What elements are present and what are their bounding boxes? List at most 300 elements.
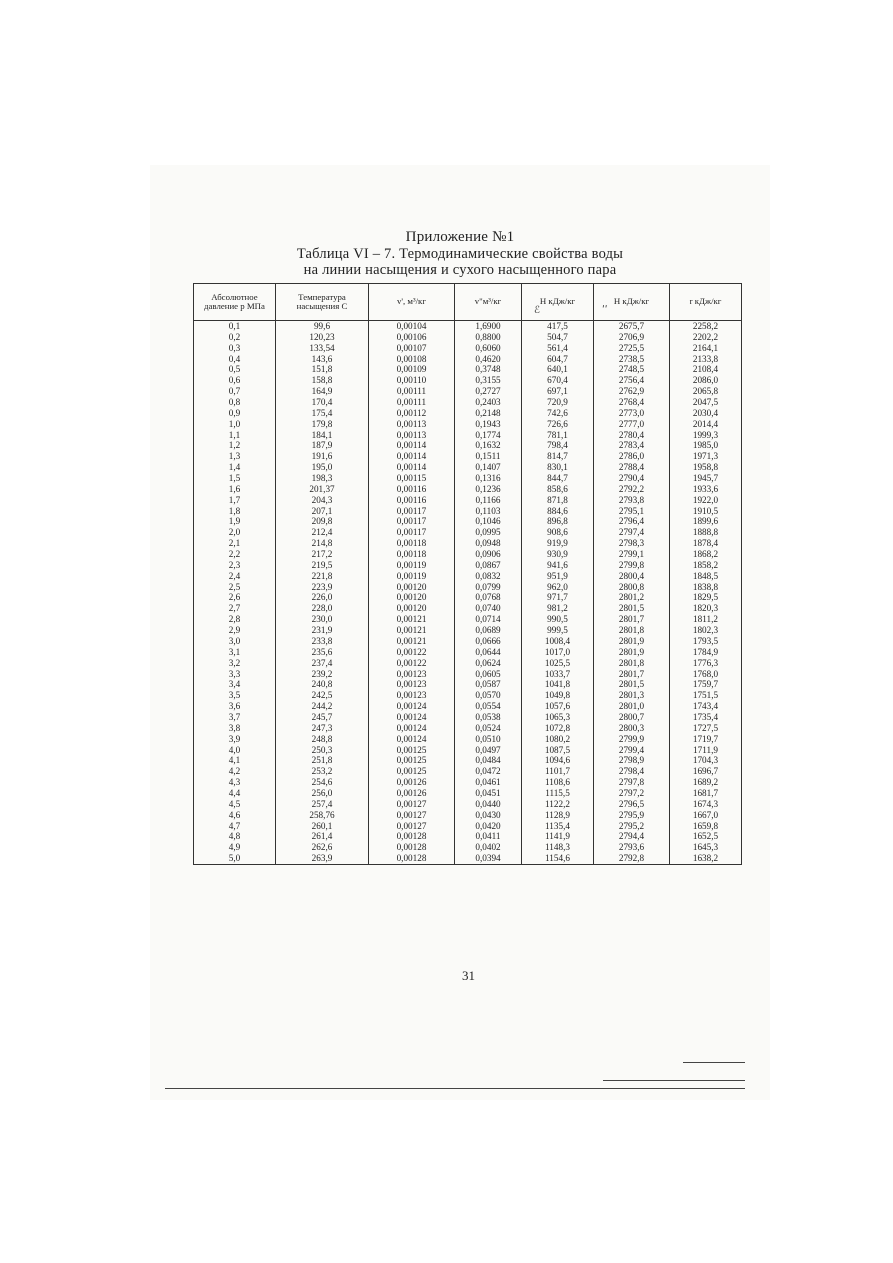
cell-pressure: 0,2 xyxy=(194,332,276,343)
cell-h-vapor: 2799,4 xyxy=(594,745,670,756)
table-row xyxy=(194,419,742,430)
cell-h-vapor: 2799,1 xyxy=(594,549,670,560)
cell-v-liquid: 0,00120 xyxy=(369,592,455,603)
cell-temperature: 261,4 xyxy=(276,831,369,842)
cell-h-vapor: 2788,4 xyxy=(594,462,670,473)
cell-v-vapor: 1,6900 xyxy=(455,321,522,332)
cell-v-vapor: 0,2148 xyxy=(455,408,522,419)
table-row xyxy=(194,506,742,517)
cell-h-liquid: 1108,6 xyxy=(522,777,594,788)
cell-h-liquid: 1065,3 xyxy=(522,712,594,723)
table-row xyxy=(194,343,742,354)
cell-r: 2030,4 xyxy=(670,408,742,419)
col-header-h-liquid: H кДж/кг xyxy=(522,284,594,321)
cell-temperature: 184,1 xyxy=(276,430,369,441)
table-row xyxy=(194,853,742,864)
cell-h-liquid: 1025,5 xyxy=(522,658,594,669)
cell-r: 1838,8 xyxy=(670,582,742,593)
cell-h-liquid: 971,7 xyxy=(522,592,594,603)
cell-r: 1784,9 xyxy=(670,647,742,658)
cell-pressure: 1,3 xyxy=(194,451,276,462)
cell-temperature: 212,4 xyxy=(276,527,369,538)
cell-h-vapor: 2790,4 xyxy=(594,473,670,484)
cell-pressure: 0,3 xyxy=(194,343,276,354)
cell-h-liquid: 1122,2 xyxy=(522,799,594,810)
cell-h-vapor: 2725,5 xyxy=(594,343,670,354)
cell-v-liquid: 0,00117 xyxy=(369,516,455,527)
cell-h-vapor: 2801,8 xyxy=(594,658,670,669)
cell-h-vapor: 2800,8 xyxy=(594,582,670,593)
cell-v-vapor: 0,0461 xyxy=(455,777,522,788)
table-row xyxy=(194,332,742,343)
cell-h-liquid: 896,8 xyxy=(522,516,594,527)
table-row xyxy=(194,582,742,593)
cell-h-vapor: 2795,9 xyxy=(594,810,670,821)
cell-r: 1743,4 xyxy=(670,701,742,712)
cell-v-vapor: 0,0484 xyxy=(455,755,522,766)
cell-v-vapor: 0,0402 xyxy=(455,842,522,853)
cell-r: 2014,4 xyxy=(670,419,742,430)
cell-v-vapor: 0,1166 xyxy=(455,495,522,506)
cell-temperature: 262,6 xyxy=(276,842,369,853)
cell-r: 1910,5 xyxy=(670,506,742,517)
cell-h-liquid: 1087,5 xyxy=(522,745,594,756)
cell-pressure: 2,9 xyxy=(194,625,276,636)
cell-h-liquid: 814,7 xyxy=(522,451,594,462)
cell-h-vapor: 2797,2 xyxy=(594,788,670,799)
cell-v-liquid: 0,00118 xyxy=(369,549,455,560)
cell-h-vapor: 2793,6 xyxy=(594,842,670,853)
cell-v-vapor: 0,0906 xyxy=(455,549,522,560)
cell-h-vapor: 2780,4 xyxy=(594,430,670,441)
cell-v-vapor: 0,0689 xyxy=(455,625,522,636)
cell-h-liquid: 1115,5 xyxy=(522,788,594,799)
cell-v-liquid: 0,00115 xyxy=(369,473,455,484)
cell-temperature: 257,4 xyxy=(276,799,369,810)
cell-h-liquid: 697,1 xyxy=(522,386,594,397)
cell-pressure: 0,1 xyxy=(194,321,276,332)
cell-v-liquid: 0,00117 xyxy=(369,527,455,538)
cell-h-vapor: 2797,8 xyxy=(594,777,670,788)
cell-v-vapor: 0,0524 xyxy=(455,723,522,734)
cell-r: 1899,6 xyxy=(670,516,742,527)
cell-v-liquid: 0,00107 xyxy=(369,343,455,354)
cell-r: 1751,5 xyxy=(670,690,742,701)
cell-h-vapor: 2773,0 xyxy=(594,408,670,419)
cell-h-liquid: 830,1 xyxy=(522,462,594,473)
cell-pressure: 0,6 xyxy=(194,375,276,386)
cell-h-liquid: 726,6 xyxy=(522,419,594,430)
cell-v-liquid: 0,00125 xyxy=(369,766,455,777)
cell-v-liquid: 0,00127 xyxy=(369,810,455,821)
cell-pressure: 1,9 xyxy=(194,516,276,527)
cell-h-vapor: 2756,4 xyxy=(594,375,670,386)
cell-r: 2108,4 xyxy=(670,364,742,375)
cell-r: 1667,0 xyxy=(670,810,742,821)
cell-r: 1848,5 xyxy=(670,571,742,582)
cell-h-vapor: 2801,9 xyxy=(594,636,670,647)
cell-h-vapor: 2796,5 xyxy=(594,799,670,810)
table-title: Таблица VI – 7. Термодинамические свойства воды xyxy=(296,245,624,262)
cell-pressure: 2,3 xyxy=(194,560,276,571)
cell-pressure: 1,4 xyxy=(194,462,276,473)
handwritten-mark-icon: ℰ xyxy=(534,305,541,316)
cell-pressure: 3,9 xyxy=(194,734,276,745)
cell-h-liquid: 1135,4 xyxy=(522,821,594,832)
cell-pressure: 4,7 xyxy=(194,821,276,832)
thermo-table xyxy=(193,283,742,865)
cell-h-liquid: 1154,6 xyxy=(522,853,594,864)
cell-pressure: 2,5 xyxy=(194,582,276,593)
cell-pressure: 1,5 xyxy=(194,473,276,484)
cell-h-liquid: 417,5 xyxy=(522,321,594,332)
cell-v-liquid: 0,00119 xyxy=(369,571,455,582)
cell-h-liquid: 941,6 xyxy=(522,560,594,571)
cell-r: 1971,3 xyxy=(670,451,742,462)
cell-h-liquid: 1128,9 xyxy=(522,810,594,821)
cell-temperature: 247,3 xyxy=(276,723,369,734)
table-row xyxy=(194,473,742,484)
table-row xyxy=(194,495,742,506)
cell-v-liquid: 0,00124 xyxy=(369,701,455,712)
page-number: 31 xyxy=(462,968,475,983)
cell-h-liquid: 798,4 xyxy=(522,440,594,451)
table-row xyxy=(194,636,742,647)
cell-r: 1776,3 xyxy=(670,658,742,669)
cell-v-liquid: 0,00114 xyxy=(369,462,455,473)
cell-temperature: 226,0 xyxy=(276,592,369,603)
cell-pressure: 3,3 xyxy=(194,669,276,680)
cell-pressure: 1,6 xyxy=(194,484,276,495)
cell-r: 1759,7 xyxy=(670,679,742,690)
cell-v-liquid: 0,00122 xyxy=(369,658,455,669)
cell-v-liquid: 0,00126 xyxy=(369,788,455,799)
cell-v-liquid: 0,00110 xyxy=(369,375,455,386)
table-row xyxy=(194,690,742,701)
cell-h-vapor: 2801,3 xyxy=(594,690,670,701)
cell-v-vapor: 0,8800 xyxy=(455,332,522,343)
cell-v-liquid: 0,00113 xyxy=(369,430,455,441)
table-row xyxy=(194,669,742,680)
cell-r: 1958,8 xyxy=(670,462,742,473)
cell-temperature: 254,6 xyxy=(276,777,369,788)
cell-h-vapor: 2801,5 xyxy=(594,603,670,614)
cell-v-liquid: 0,00111 xyxy=(369,386,455,397)
cell-v-liquid: 0,00109 xyxy=(369,364,455,375)
cell-pressure: 1,2 xyxy=(194,440,276,451)
cell-r: 1719,7 xyxy=(670,734,742,745)
cell-r: 1811,2 xyxy=(670,614,742,625)
cell-v-vapor: 0,1943 xyxy=(455,419,522,430)
table-row xyxy=(194,821,742,832)
cell-h-vapor: 2801,7 xyxy=(594,669,670,680)
table-row xyxy=(194,364,742,375)
cell-v-liquid: 0,00112 xyxy=(369,408,455,419)
cell-temperature: 151,8 xyxy=(276,364,369,375)
cell-v-vapor: 0,1316 xyxy=(455,473,522,484)
cell-v-liquid: 0,00114 xyxy=(369,440,455,451)
cell-v-vapor: 0,1103 xyxy=(455,506,522,517)
cell-h-liquid: 962,0 xyxy=(522,582,594,593)
table-row xyxy=(194,538,742,549)
cell-v-vapor: 0,1046 xyxy=(455,516,522,527)
cell-pressure: 1,1 xyxy=(194,430,276,441)
cell-h-liquid: 871,8 xyxy=(522,495,594,506)
cell-v-liquid: 0,00106 xyxy=(369,332,455,343)
handwritten-mark-icon: ʹʹ xyxy=(602,305,608,316)
cell-v-liquid: 0,00125 xyxy=(369,755,455,766)
cell-v-vapor: 0,0768 xyxy=(455,592,522,603)
cell-pressure: 3,8 xyxy=(194,723,276,734)
cell-v-vapor: 0,0799 xyxy=(455,582,522,593)
cell-h-vapor: 2798,3 xyxy=(594,538,670,549)
cell-temperature: 240,8 xyxy=(276,679,369,690)
cell-temperature: 260,1 xyxy=(276,821,369,832)
cell-r: 1999,3 xyxy=(670,430,742,441)
cell-v-vapor: 0,0714 xyxy=(455,614,522,625)
cell-h-liquid: 1101,7 xyxy=(522,766,594,777)
cell-pressure: 1,8 xyxy=(194,506,276,517)
cell-temperature: 209,8 xyxy=(276,516,369,527)
cell-temperature: 239,2 xyxy=(276,669,369,680)
table-row xyxy=(194,712,742,723)
col-header-v-liquid: v', м³/кг xyxy=(369,284,455,321)
cell-temperature: 258,76 xyxy=(276,810,369,821)
cell-v-vapor: 0,0832 xyxy=(455,571,522,582)
cell-v-vapor: 0,1774 xyxy=(455,430,522,441)
cell-h-vapor: 2748,5 xyxy=(594,364,670,375)
cell-h-vapor: 2706,9 xyxy=(594,332,670,343)
cell-h-liquid: 919,9 xyxy=(522,538,594,549)
cell-pressure: 4,2 xyxy=(194,766,276,777)
cell-r: 1727,5 xyxy=(670,723,742,734)
cell-r: 1820,3 xyxy=(670,603,742,614)
cell-r: 1704,3 xyxy=(670,755,742,766)
cell-pressure: 4,4 xyxy=(194,788,276,799)
cell-h-vapor: 2801,8 xyxy=(594,625,670,636)
cell-temperature: 207,1 xyxy=(276,506,369,517)
cell-pressure: 2,4 xyxy=(194,571,276,582)
cell-h-vapor: 2801,5 xyxy=(594,679,670,690)
cell-v-liquid: 0,00104 xyxy=(369,321,455,332)
cell-v-vapor: 0,0867 xyxy=(455,560,522,571)
cell-pressure: 4,8 xyxy=(194,831,276,842)
cell-v-liquid: 0,00111 xyxy=(369,397,455,408)
appendix-heading: Приложение №1 xyxy=(405,229,515,245)
table-row xyxy=(194,451,742,462)
cell-pressure: 4,3 xyxy=(194,777,276,788)
cell-h-vapor: 2801,0 xyxy=(594,701,670,712)
cell-pressure: 1,7 xyxy=(194,495,276,506)
cell-temperature: 120,23 xyxy=(276,332,369,343)
cell-v-vapor: 0,0538 xyxy=(455,712,522,723)
table-row xyxy=(194,831,742,842)
cell-v-liquid: 0,00120 xyxy=(369,603,455,614)
cell-v-vapor: 0,2403 xyxy=(455,397,522,408)
table-row xyxy=(194,603,742,614)
cell-pressure: 1,0 xyxy=(194,419,276,430)
cell-pressure: 0,9 xyxy=(194,408,276,419)
table-row xyxy=(194,647,742,658)
cell-temperature: 256,0 xyxy=(276,788,369,799)
cell-pressure: 2,6 xyxy=(194,592,276,603)
cell-temperature: 158,8 xyxy=(276,375,369,386)
cell-temperature: 143,6 xyxy=(276,354,369,365)
cell-v-liquid: 0,00126 xyxy=(369,777,455,788)
cell-r: 2133,8 xyxy=(670,354,742,365)
cell-h-liquid: 990,5 xyxy=(522,614,594,625)
cell-h-liquid: 640,1 xyxy=(522,364,594,375)
cell-pressure: 3,6 xyxy=(194,701,276,712)
col-header-temperature: Температура насыщения С xyxy=(276,284,369,321)
cell-temperature: 99,6 xyxy=(276,321,369,332)
table-row xyxy=(194,430,742,441)
cell-pressure: 2,0 xyxy=(194,527,276,538)
cell-r: 2164,1 xyxy=(670,343,742,354)
cell-r: 1696,7 xyxy=(670,766,742,777)
cell-pressure: 3,1 xyxy=(194,647,276,658)
cell-h-liquid: 844,7 xyxy=(522,473,594,484)
cell-v-liquid: 0,00122 xyxy=(369,647,455,658)
table-row xyxy=(194,408,742,419)
col-header-pressure: Абсолютное давление р МПа xyxy=(194,284,276,321)
cell-h-vapor: 2798,9 xyxy=(594,755,670,766)
cell-v-vapor: 0,1407 xyxy=(455,462,522,473)
table-row xyxy=(194,614,742,625)
cell-h-liquid: 999,5 xyxy=(522,625,594,636)
cell-pressure: 4,9 xyxy=(194,842,276,853)
cell-r: 1945,7 xyxy=(670,473,742,484)
cell-r: 1793,5 xyxy=(670,636,742,647)
cell-v-liquid: 0,00120 xyxy=(369,582,455,593)
cell-pressure: 0,8 xyxy=(194,397,276,408)
cell-h-vapor: 2801,2 xyxy=(594,592,670,603)
bottom-rule-short xyxy=(683,1062,745,1063)
cell-h-vapor: 2798,4 xyxy=(594,766,670,777)
table-row xyxy=(194,810,742,821)
cell-h-liquid: 1072,8 xyxy=(522,723,594,734)
table-row xyxy=(194,527,742,538)
cell-v-vapor: 0,0587 xyxy=(455,679,522,690)
cell-v-vapor: 0,4620 xyxy=(455,354,522,365)
cell-v-vapor: 0,3155 xyxy=(455,375,522,386)
cell-temperature: 204,3 xyxy=(276,495,369,506)
cell-temperature: 233,8 xyxy=(276,636,369,647)
cell-v-vapor: 0,0948 xyxy=(455,538,522,549)
cell-r: 1768,0 xyxy=(670,669,742,680)
cell-pressure: 4,1 xyxy=(194,755,276,766)
col-header-h-vapor: H кДж/кг xyxy=(594,284,670,321)
cell-r: 2086,0 xyxy=(670,375,742,386)
cell-v-vapor: 0,0440 xyxy=(455,799,522,810)
cell-r: 1645,3 xyxy=(670,842,742,853)
col-header-r: r кДж/кг xyxy=(670,284,742,321)
cell-temperature: 253,2 xyxy=(276,766,369,777)
cell-v-liquid: 0,00124 xyxy=(369,734,455,745)
cell-temperature: 231,9 xyxy=(276,625,369,636)
cell-pressure: 4,0 xyxy=(194,745,276,756)
cell-h-vapor: 2795,2 xyxy=(594,821,670,832)
cell-v-vapor: 0,3748 xyxy=(455,364,522,375)
cell-h-liquid: 1049,8 xyxy=(522,690,594,701)
table-row xyxy=(194,571,742,582)
cell-h-liquid: 720,9 xyxy=(522,397,594,408)
cell-h-vapor: 2792,8 xyxy=(594,853,670,864)
cell-temperature: 230,0 xyxy=(276,614,369,625)
cell-v-vapor: 0,0420 xyxy=(455,821,522,832)
cell-r: 1652,5 xyxy=(670,831,742,842)
cell-r: 1659,8 xyxy=(670,821,742,832)
cell-v-vapor: 0,1511 xyxy=(455,451,522,462)
cell-h-liquid: 951,9 xyxy=(522,571,594,582)
cell-r: 1933,6 xyxy=(670,484,742,495)
cell-v-vapor: 0,0554 xyxy=(455,701,522,712)
cell-v-vapor: 0,0510 xyxy=(455,734,522,745)
cell-v-liquid: 0,00114 xyxy=(369,451,455,462)
table-row xyxy=(194,658,742,669)
cell-v-vapor: 0,0451 xyxy=(455,788,522,799)
cell-r: 1858,2 xyxy=(670,560,742,571)
cell-r: 2258,2 xyxy=(670,321,742,332)
cell-pressure: 4,6 xyxy=(194,810,276,821)
table-row xyxy=(194,560,742,571)
cell-temperature: 251,8 xyxy=(276,755,369,766)
cell-r: 1689,2 xyxy=(670,777,742,788)
cell-v-vapor: 0,2727 xyxy=(455,386,522,397)
table-row xyxy=(194,375,742,386)
cell-temperature: 133,54 xyxy=(276,343,369,354)
cell-temperature: 221,8 xyxy=(276,571,369,582)
cell-h-liquid: 908,6 xyxy=(522,527,594,538)
cell-h-vapor: 2801,9 xyxy=(594,647,670,658)
cell-v-liquid: 0,00116 xyxy=(369,484,455,495)
cell-v-liquid: 0,00128 xyxy=(369,831,455,842)
table-row xyxy=(194,592,742,603)
cell-h-vapor: 2795,1 xyxy=(594,506,670,517)
cell-temperature: 235,6 xyxy=(276,647,369,658)
cell-v-liquid: 0,00124 xyxy=(369,712,455,723)
cell-h-vapor: 2786,0 xyxy=(594,451,670,462)
cell-h-liquid: 742,6 xyxy=(522,408,594,419)
cell-temperature: 191,6 xyxy=(276,451,369,462)
cell-h-vapor: 2799,9 xyxy=(594,734,670,745)
table-row xyxy=(194,679,742,690)
cell-pressure: 0,7 xyxy=(194,386,276,397)
cell-v-liquid: 0,00128 xyxy=(369,853,455,864)
cell-v-liquid: 0,00127 xyxy=(369,799,455,810)
cell-v-vapor: 0,1236 xyxy=(455,484,522,495)
cell-v-vapor: 0,6060 xyxy=(455,343,522,354)
cell-h-liquid: 1017,0 xyxy=(522,647,594,658)
cell-v-vapor: 0,0995 xyxy=(455,527,522,538)
cell-v-liquid: 0,00123 xyxy=(369,669,455,680)
cell-r: 2065,8 xyxy=(670,386,742,397)
cell-v-liquid: 0,00118 xyxy=(369,538,455,549)
cell-v-liquid: 0,00108 xyxy=(369,354,455,365)
table-header-row xyxy=(194,284,742,321)
cell-pressure: 3,4 xyxy=(194,679,276,690)
cell-temperature: 187,9 xyxy=(276,440,369,451)
cell-h-liquid: 1141,9 xyxy=(522,831,594,842)
cell-temperature: 244,2 xyxy=(276,701,369,712)
cell-h-liquid: 884,6 xyxy=(522,506,594,517)
cell-temperature: 250,3 xyxy=(276,745,369,756)
cell-h-vapor: 2792,2 xyxy=(594,484,670,495)
cell-h-liquid: 1148,3 xyxy=(522,842,594,853)
table-row xyxy=(194,625,742,636)
cell-h-liquid: 1041,8 xyxy=(522,679,594,690)
cell-pressure: 0,4 xyxy=(194,354,276,365)
